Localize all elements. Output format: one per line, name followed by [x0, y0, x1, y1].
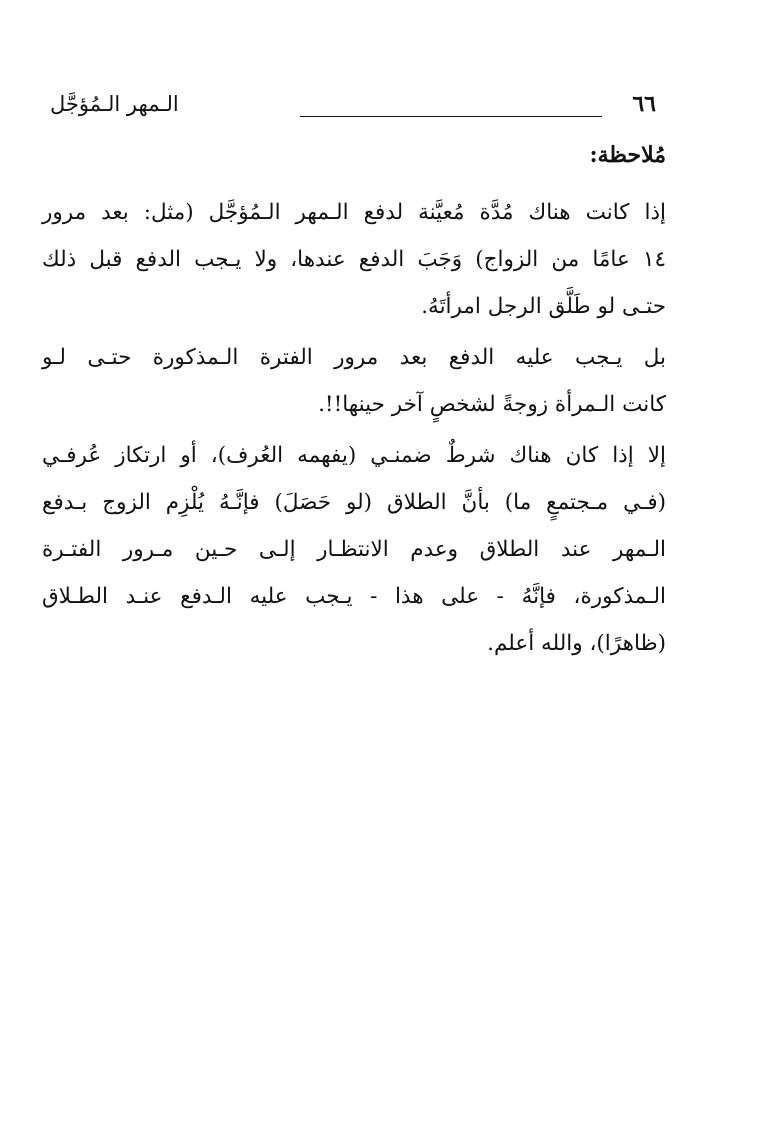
- body-text: [42, 132, 666, 671]
- page-header: [50, 86, 656, 126]
- text-line: إذا كانت هناك مُدَّة مُعيَّنة لدفع الـمهر الـمُؤجَّل (مثل: بعد مرور: [42, 200, 666, 225]
- text-line: إلا إذا كان هناك شرطٌ ضمنـي (يفهمه العُرف)، أو ارتكاز عُرفـي: [42, 443, 666, 468]
- text-line: الـمهر عند الطلاق وعدم الانتظـار إلـى حـين مـرور الفتـرة: [42, 537, 666, 562]
- text-line: (فـي مـجتمعٍ ما) بأنَّ الطلاق (لو حَصَلَ) فإنَّـهُ يُلْزِم الزوج بـدفع: [42, 490, 666, 515]
- text-line: ١٤ عامًا من الزواج) وَجَبَ الدفع عندها، ولا يـجب الدفع قبل ذلك: [42, 247, 666, 272]
- text-line: بل يـجب عليه الدفع بعد مرور الفترة الـمذكورة حتـى لـو: [42, 345, 666, 370]
- header-rule: [300, 116, 602, 117]
- paragraph-2: [42, 334, 666, 428]
- running-title: الـمهر الـمُؤجَّل: [50, 92, 179, 116]
- page-number: ٦٦: [632, 91, 656, 117]
- text-line: الـمذكورة، فإنَّهُ - على هذا - يـجب عليه الـدفع عنـد الطـلاق: [42, 584, 666, 609]
- text-line: (ظاهرًا)، والله أعلم.: [487, 631, 666, 656]
- note-heading: مُلاحظة:: [589, 142, 666, 168]
- paragraph-1: [42, 189, 666, 330]
- text-line: كانت الـمرأة زوجةً لشخصٍ آخر حينها!!.: [318, 392, 666, 417]
- paragraph-3: [42, 432, 666, 667]
- text-line: حتـى لو طَلَّق الرجل امرأتَهُ.: [421, 294, 666, 319]
